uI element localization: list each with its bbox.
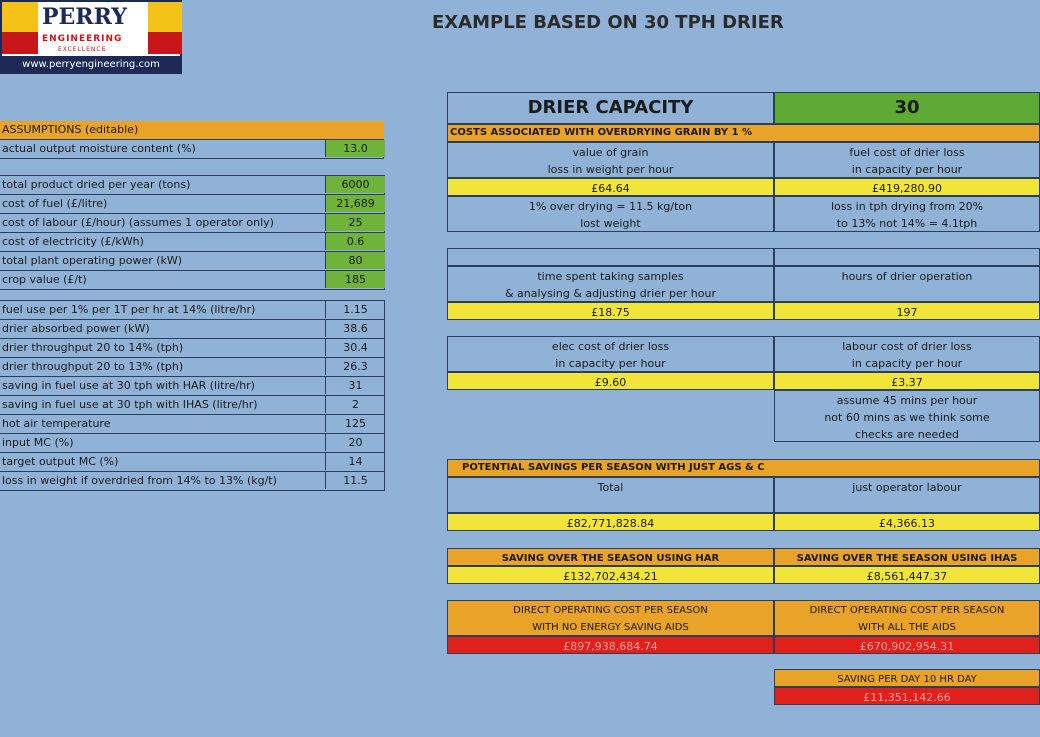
- logo-red-block-right: [148, 32, 182, 54]
- assumption-label: actual output moisture content (%): [2, 142, 196, 155]
- labour-note-line-3: checks are needed: [855, 428, 959, 441]
- samples-value: £18.75: [447, 302, 774, 320]
- logo-red-block: [2, 32, 38, 54]
- elec-loss-value: £9.60: [447, 372, 774, 390]
- fuel-note-line-1: loss in tph drying from 20%: [830, 200, 984, 213]
- saving-per-day-value: £11,351,142.66: [774, 687, 1040, 705]
- table-row: [0, 320, 384, 339]
- row-label: fuel use per 1% per 1T per hr at 14% (litre/hr): [2, 303, 256, 316]
- samples-label-line-2: & analysing & adjusting drier per hour: [504, 287, 717, 300]
- direct-all-line-1: DIRECT OPERATING COST PER SEASON: [809, 605, 1005, 616]
- drier-capacity-value[interactable]: 30: [774, 92, 1040, 124]
- row-value: 14: [325, 453, 385, 470]
- table-row: [0, 339, 384, 358]
- row-value: 125: [325, 415, 385, 432]
- logo-url: www.perryengineering.com: [2, 56, 180, 74]
- row-value[interactable]: 6000: [325, 176, 385, 193]
- logo-tagline-2: EXCELLENCE: [58, 46, 107, 53]
- row-label: total plant operating power (kW): [2, 254, 183, 267]
- row-label: crop value (£/t): [2, 273, 87, 286]
- grain-label-line-2: loss in weight per hour: [547, 163, 674, 176]
- table-row: [0, 301, 384, 320]
- row-label: drier throughput 20 to 13% (tph): [2, 360, 184, 373]
- elec-loss-label: [447, 336, 774, 372]
- hours-label: hours of drier operation: [774, 266, 1040, 302]
- direct-cost-all-aids-label: [774, 600, 1040, 636]
- row-value[interactable]: 25: [325, 214, 385, 231]
- table-row: [0, 415, 384, 434]
- elec-label-line-1: elec cost of drier loss: [551, 340, 670, 353]
- samples-label-line-1: time spent taking samples: [537, 270, 684, 283]
- assumption-value[interactable]: 13.0: [325, 140, 385, 157]
- fuel-loss-value: £419,280.90: [774, 178, 1040, 196]
- logo-tagline-1: ENGINEERING: [42, 34, 123, 44]
- row-label: drier throughput 20 to 14% (tph): [2, 341, 184, 354]
- labour-loss-value: £3.37: [774, 372, 1040, 390]
- row-value: 31: [325, 377, 385, 394]
- direct-all-line-2: WITH ALL THE AIDS: [858, 622, 956, 633]
- drier-capacity-label: DRIER CAPACITY: [447, 92, 774, 124]
- labour-loss-label: [774, 336, 1040, 372]
- table-row[interactable]: [0, 195, 384, 214]
- labour-note: [774, 390, 1040, 442]
- row-label: saving in fuel use at 30 tph with HAR (litre/hr): [2, 379, 255, 392]
- table-row: [0, 377, 384, 396]
- assumption-row-moisture[interactable]: [0, 139, 384, 159]
- grain-note-line-2: lost weight: [580, 217, 641, 230]
- ihas-saving-value: £8,561,447.37: [774, 566, 1040, 584]
- row-value: 1.15: [325, 301, 385, 318]
- direct-cost-all-aids-value: £670,902,954.31: [774, 636, 1040, 654]
- table-row[interactable]: [0, 252, 384, 271]
- assumptions-header: ASSUMPTIONS (editable): [0, 121, 384, 139]
- row-label: cost of labour (£/hour) (assumes 1 operator only): [2, 216, 274, 229]
- elec-label-line-2: in capacity per hour: [555, 357, 666, 370]
- saving-per-day-label: SAVING PER DAY 10 HR DAY: [774, 669, 1040, 687]
- total-savings-label: Total: [447, 477, 774, 513]
- row-value[interactable]: 0.6: [325, 233, 385, 250]
- assumptions-table: [0, 121, 384, 159]
- row-label: input MC (%): [2, 436, 74, 449]
- grain-loss-value: £64.64: [447, 178, 774, 196]
- grain-loss-note: [447, 196, 774, 232]
- blank-cell: [774, 248, 1040, 266]
- savings-header: POTENTIAL SAVINGS PER SEASON WITH JUST AGS & C: [447, 459, 1040, 477]
- fuel-loss-label: [774, 142, 1040, 178]
- row-label: hot air temperature: [2, 417, 111, 430]
- company-logo: [0, 0, 182, 74]
- row-label: target output MC (%): [2, 455, 119, 468]
- row-label: drier absorbed power (kW): [2, 322, 150, 335]
- table-row[interactable]: [0, 233, 384, 252]
- row-label: cost of electricity (£/kWh): [2, 235, 144, 248]
- operator-labour-label: just operator labour: [774, 477, 1040, 513]
- grain-loss-label: [447, 142, 774, 178]
- table-row[interactable]: [0, 176, 384, 195]
- row-value: 30.4: [325, 339, 385, 356]
- row-value[interactable]: 80: [325, 252, 385, 269]
- row-value: 26.3: [325, 358, 385, 375]
- fuel-note-line-2: to 13% not 14% = 4.1tph: [836, 217, 978, 230]
- labour-label-line-1: labour cost of drier loss: [842, 340, 972, 353]
- labour-label-line-2: in capacity per hour: [851, 357, 963, 370]
- row-label: cost of fuel (£/litre): [2, 197, 108, 210]
- table-row: [0, 434, 384, 453]
- direct-none-line-1: DIRECT OPERATING COST PER SEASON: [513, 605, 708, 616]
- logo-yellow-block-right: [148, 2, 182, 32]
- assumptions-group-2: [0, 300, 385, 491]
- fuel-label-line-2: in capacity per hour: [851, 163, 963, 176]
- blank-cell: [447, 248, 774, 266]
- direct-cost-no-aids-value: £897,938,684.74: [447, 636, 774, 654]
- row-label: loss in weight if overdried from 14% to 13% (kg/t): [2, 474, 277, 487]
- fuel-label-line-1: fuel cost of drier loss: [849, 146, 965, 159]
- costs-header: COSTS ASSOCIATED WITH OVERDRYING GRAIN BY 1 %: [447, 124, 1040, 142]
- direct-cost-no-aids-label: [447, 600, 774, 636]
- total-savings-value: £82,771,828.84: [447, 513, 774, 531]
- ihas-saving-label: SAVING OVER THE SEASON USING IHAS: [774, 548, 1040, 566]
- table-row: [0, 396, 384, 415]
- row-label: total product dried per year (tons): [2, 178, 191, 191]
- row-value[interactable]: 21,689: [325, 195, 385, 212]
- fuel-loss-note: [774, 196, 1040, 232]
- row-value: 20: [325, 434, 385, 451]
- row-label: saving in fuel use at 30 tph with IHAS (litre/hr): [2, 398, 258, 411]
- row-value[interactable]: 185: [325, 271, 385, 288]
- row-value: 2: [325, 396, 385, 413]
- logo-name: PERRY: [42, 4, 127, 30]
- table-row: [0, 453, 384, 472]
- row-value: 38.6: [325, 320, 385, 337]
- table-row[interactable]: [0, 271, 384, 289]
- hours-value: 197: [774, 302, 1040, 320]
- direct-none-line-2: WITH NO ENERGY SAVING AIDS: [532, 622, 689, 633]
- page-title: EXAMPLE BASED ON 30 TPH DRIER: [432, 12, 784, 33]
- row-value: 11.5: [325, 472, 385, 489]
- grain-label-line-1: value of grain: [572, 146, 649, 159]
- labour-note-line-1: assume 45 mins per hour: [836, 394, 978, 407]
- samples-label: [447, 266, 774, 302]
- logo-yellow-block: [2, 2, 38, 32]
- har-saving-label: SAVING OVER THE SEASON USING HAR: [447, 548, 774, 566]
- har-saving-value: £132,702,434.21: [447, 566, 774, 584]
- table-row: [0, 358, 384, 377]
- operator-labour-value: £4,366.13: [774, 513, 1040, 531]
- labour-note-line-2: not 60 mins as we think some: [824, 411, 990, 424]
- assumptions-group-1: [0, 175, 385, 290]
- table-row: [0, 472, 384, 490]
- grain-note-line-1: 1% over drying = 11.5 kg/ton: [528, 200, 693, 213]
- table-row[interactable]: [0, 214, 384, 233]
